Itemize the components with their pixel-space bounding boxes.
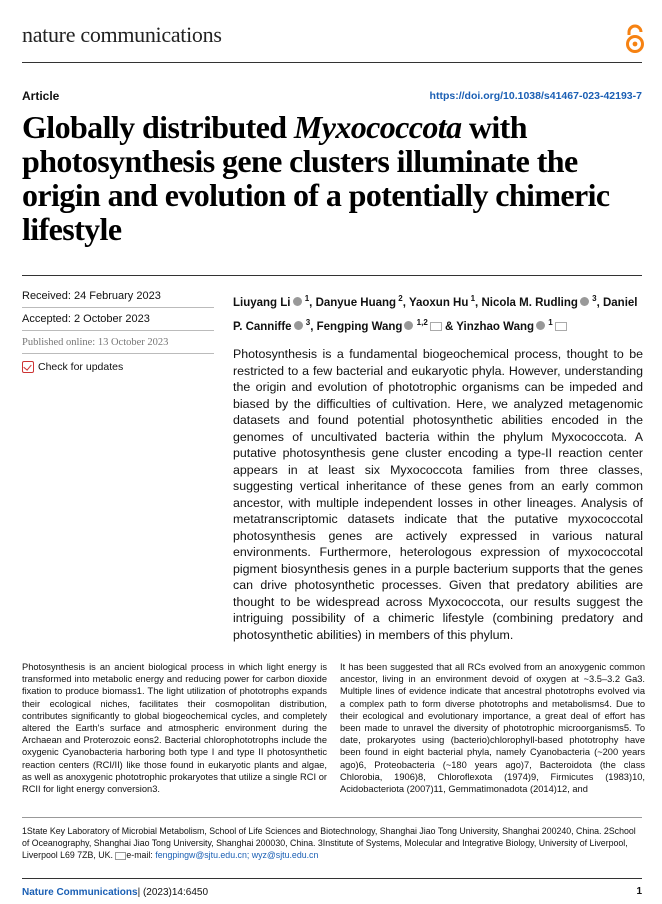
journal-name: nature communications: [22, 22, 222, 47]
meta-divider: [22, 353, 214, 354]
doi-link[interactable]: https://doi.org/10.1038/s41467-023-42193-7: [429, 90, 642, 102]
orcid-icon[interactable]: [293, 297, 302, 306]
affiliation-marker: 1,2: [414, 317, 428, 327]
footer-citation: [22, 887, 208, 898]
email-label: e-mail:: [126, 850, 156, 860]
affiliation-marker: 1: [468, 294, 476, 303]
envelope-icon: [115, 852, 126, 860]
author-name[interactable]: Yinzhao Wang: [456, 320, 535, 333]
affiliation-marker: 3: [589, 294, 597, 303]
meta-divider: [22, 330, 214, 331]
orcid-icon[interactable]: [580, 297, 589, 306]
email-links[interactable]: fengpingw@sjtu.edu.cn; wyz@sjtu.edu.cn: [155, 850, 319, 860]
published-date: Published online: 13 October 2023: [22, 337, 169, 348]
footer-volume: | (2023)14:6450: [137, 887, 209, 898]
footer-journal[interactable]: Nature Communications: [22, 887, 138, 898]
body-text: It has been suggested that all RCs evolved from an anoxygenic common ancestor, living in an environment devoid of oxygen at ~3.5–3.2 Ga3. Multiple lines of evidence indicate that ancestral phototrophs evolved via a complex path to form diverse phototrophs and metabolisms4. Due to their ecological and evolutionary importance, a great deal of effort has been made to unravel the diversity of phototrophic microorganisms5. To date, prokaryotes using (bacterio)chlorophyll-based phototrophy have been found in eight bacterial phyla, namely Cyanobacteria (~200 years ago)6, Proteobacteria (~180 years ago)7, Bacteroidota (the class Chlorobia, 1906)8, Chloroflexota (1974)9, Firmicutes (1983)10, Acidobacteriota (2007)11, Gemmatimonadota (2014)12, and: [340, 662, 645, 795]
title-taxon: Myxococcota: [293, 109, 462, 145]
author-name[interactable]: Liuyang Li: [233, 296, 291, 309]
article-title: [22, 110, 642, 246]
check-updates-label: Check for updates: [38, 361, 124, 373]
page-number: 1: [636, 886, 642, 897]
title-part: with photosynthesis gene clusters illuminate the origin and evolution of a potentially chimeric lifestyle: [22, 109, 610, 247]
body-column-left: [22, 661, 327, 795]
body-text: Photosynthesis is an ancient biological process in which light energy is transformed into metabolic energy and reducing power for carbon dioxide fixation to produce biomass1. The light utilization of phototrophs expands their ecological niches, facilitates their cosmopolitan distribution, contributes significantly to global biogeochemical cycles, and completely altered the Earth's surface and atmospheric environment during the Archaean and Proterozoic eons2. Bacterial chlorophototrophs include the oxygenic Cyanobacteria harboring both type I and type II photosynthetic reaction centers (RCI/II) like those found in eukaryotic plants and algae, as well as anoxygenic phototrophic prokaryotes that utilize a single RCI or RCII for light energy conversion3.: [22, 662, 327, 795]
title-rule: [22, 275, 642, 276]
orcid-icon[interactable]: [536, 321, 545, 330]
author-name[interactable]: Daniel P. Canniffe: [233, 296, 638, 333]
author-name[interactable]: Yaoxun Hu: [408, 296, 469, 309]
envelope-icon[interactable]: [430, 322, 442, 331]
header-rule: [22, 62, 642, 63]
orcid-icon[interactable]: [404, 321, 413, 330]
author-name[interactable]: Danyue Huang: [315, 296, 397, 309]
article-type-label: Article: [22, 89, 60, 103]
affiliation-marker: 1: [546, 317, 553, 327]
check-updates-button[interactable]: [22, 361, 123, 373]
affiliations-footnote: [22, 825, 644, 861]
title-part: Globally distributed: [22, 109, 294, 145]
orcid-icon[interactable]: [294, 321, 303, 330]
affiliation-marker: 2: [396, 294, 403, 303]
footnote-rule: [22, 817, 642, 818]
accepted-date: Accepted: 2 October 2023: [22, 313, 150, 325]
envelope-icon[interactable]: [555, 322, 567, 331]
abstract: [233, 346, 643, 643]
check-updates-icon: [22, 361, 34, 373]
author-name[interactable]: Fengping Wang: [316, 320, 403, 333]
author-name[interactable]: Nicola M. Rudling: [481, 296, 578, 309]
body-column-right: [340, 661, 645, 795]
footer-rule: [22, 878, 642, 879]
author-list: Liuyang Li $^1$, Danyue Huang $^2$, Yaoxun Hu $^1$, Nicola M. Rudling $^3$, Daniel P. Canniffe $^3$, Fengping Wang $^{1,2}$ & Yinzhao Wang $^1$: [233, 294, 638, 333]
open-access-icon: [624, 24, 646, 54]
affiliation-marker: 1: [302, 294, 310, 303]
affiliation-marker: 3: [303, 317, 311, 327]
abstract-text: Photosynthesis is a fundamental biogeochemical process, thought to be restricted to a few bacterial and eukaryotic phyla. However, understanding the origin and evolution of phototrophic organisms can be impeded and biased by the difficulties of cultivation. Here, we analyzed metagenomic datasets and found potential photosynthetic abilities encoded in the genomes of uncultivated bacteria within the phylum Myxococcota. A putative photosynthesis gene cluster encoding a type-II reaction center appears in at least six Myxococcota families from three classes, suggesting vertical inheritance of these genes from an early common ancestor, with multiple independent losses in other lineages. Analysis of metatranscriptomic datasets indicate that the putative myxococcotal photosynthesis genes are actively expressed in various natural environments. Furthermore, heterologous expression of myxococcotal pigment biosynthesis genes in a purple bacterium supports that the genes can drive photosynthetic processes. Given that predatory abilities are thought to be widespread across Myxococcota, our results suggest the intriguing possibility of a chimeric lifestyle (combining predatory and photosynthetic abilities) in members of this phylum.: [233, 347, 643, 642]
affiliations-text: 1State Key Laboratory of Microbial Metabolism, School of Life Sciences and Biotechnology, Shanghai Jiao Tong University, Shanghai 200240, China. 2School of Oceanography, Shanghai Jiao Tong University, Shanghai 200030, China. 3Institute of Systems, Molecular and Integrative Biology, University of Liverpool, Liverpool L69 7ZB, UK.: [22, 826, 636, 860]
meta-divider: [22, 307, 214, 308]
received-date: Received: 24 February 2023: [22, 290, 161, 302]
